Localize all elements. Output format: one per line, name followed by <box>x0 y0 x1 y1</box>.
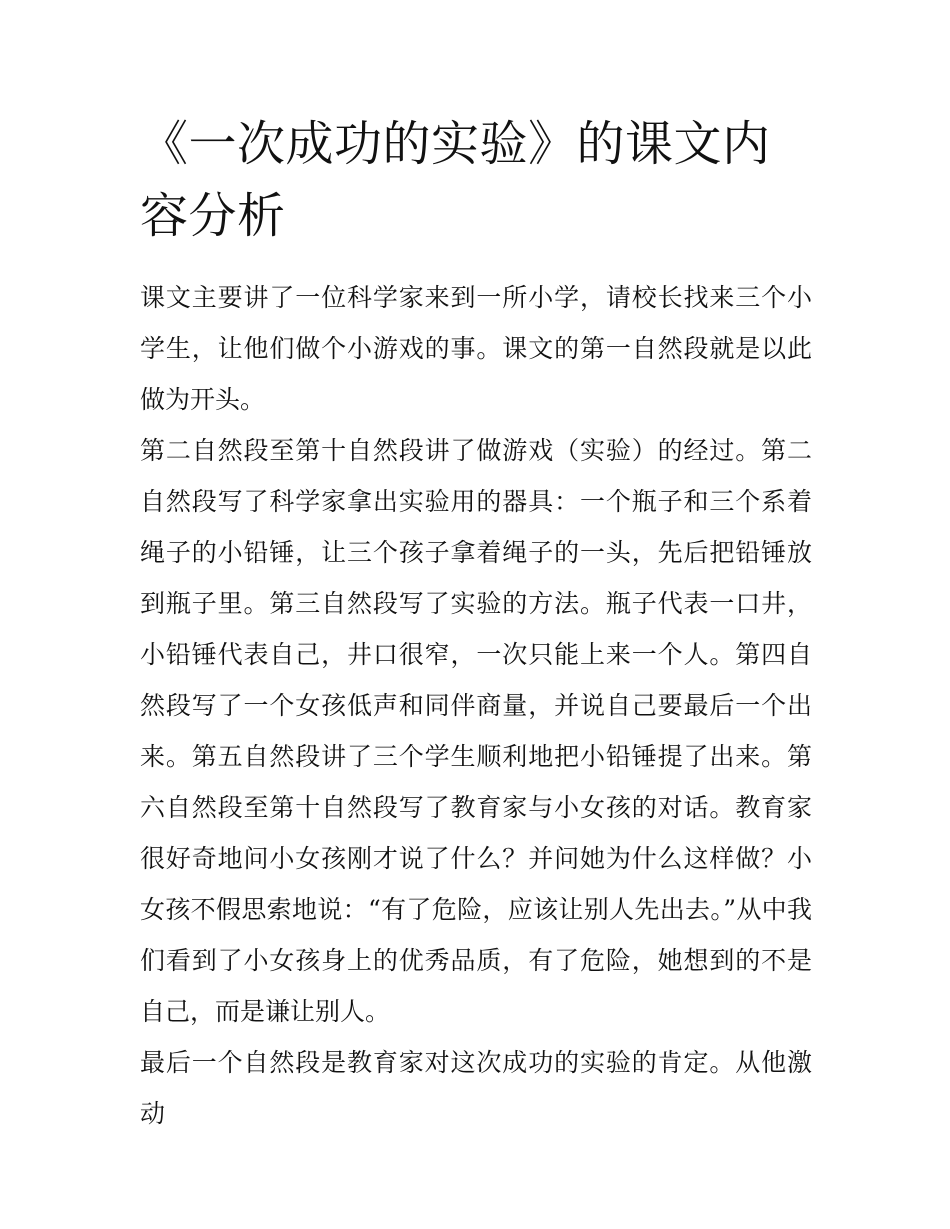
paragraph-2: 第二自然段至第十自然段讲了做游戏（实验）的经过。第二自然段写了科学家拿出实验用的器具：一个瓶子和三个系着绳子的小铅锤，让三个孩子拿着绳子的一头，先后把铅锤放到瓶子里。第三自然段写了实验的方法。瓶子代表一口井，小铅锤代表自己，井口很窄，一次只能上来一个人。第四自然段写了一个女孩低声和同伴商量，并说自己要最后一个出来。第五自然段讲了三个学生顺利地把小铅锤提了出来。第六自然段至第十自然段写了教育家与小女孩的对话。教育家很好奇地问小女孩刚才说了什么？并问她为什么这样做？小女孩不假思索地说：“有了危险，应该让别人先出去。”从中我们看到了小女孩身上的优秀品质，有了危险，她想到的不是自己，而是谦让别人。 <box>140 436 812 1026</box>
document-page <box>140 108 812 1139</box>
document-title: 《一次成功的实验》的课文内容分析 <box>140 116 771 244</box>
paragraph-1: 课文主要讲了一位科学家来到一所小学，请校长找来三个小学生，让他们做个小游戏的事。课文的第一自然段就是以此做为开头。 <box>140 283 812 414</box>
paragraph-3: 最后一个自然段是教育家对这次成功的实验的肯定。从他激动 <box>140 1048 812 1128</box>
document-body <box>140 272 812 1139</box>
